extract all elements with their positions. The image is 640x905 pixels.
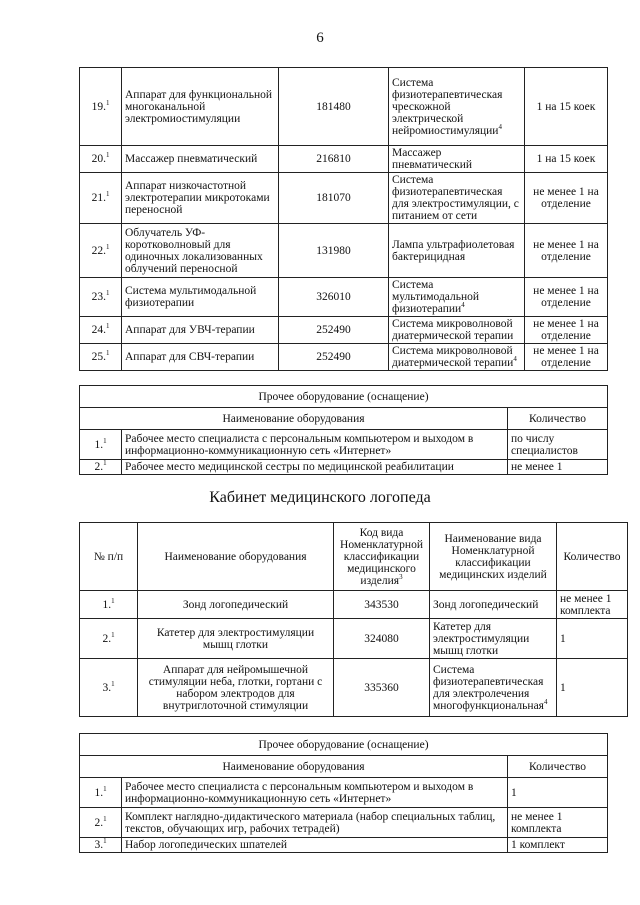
kind-cell — [389, 173, 525, 224]
column-header-qty: Количество — [508, 756, 608, 778]
qty-cell: не менее 1 комплекта — [557, 591, 628, 619]
table-row — [80, 808, 608, 838]
footnote-mark: 1 — [105, 151, 110, 160]
footnote-mark: 4 — [543, 697, 548, 706]
row-number-text: 1. — [102, 598, 112, 611]
name-cell: Облучатель УФ-коротковолновый для одиночных локализованных облучений переносной — [122, 224, 279, 278]
footnote-mark: 1 — [111, 679, 115, 688]
code-cell: 181070 — [279, 173, 389, 224]
row-number-text: 2. — [94, 461, 104, 473]
kind-text: Катетер для электростимуляции мышц глотки — [433, 620, 530, 657]
name-cell: Рабочее место специалиста с персональным компьютером и выходом в информационно-коммуникационную сеть «Интернет» — [122, 778, 508, 808]
code-cell: 343530 — [334, 591, 430, 619]
kind-text: Система физиотерапевтическая для электролечения многофункциональная — [433, 663, 544, 712]
column-header-kind: Наименование вида Номенклатурной классификации медицинских изделий — [430, 523, 557, 591]
name-cell: Аппарат для СВЧ-терапии — [122, 344, 279, 371]
column-header-code: Код вида Номенклатурной классификации медицинского изделия$^3$ — [334, 523, 430, 591]
row-number-text: 2. — [102, 632, 112, 645]
qty-cell: 1 комплект — [508, 838, 608, 853]
footnote-mark: 1 — [103, 459, 107, 468]
qty-cell: не менее 1 комплекта — [508, 808, 608, 838]
qty-cell: 1 — [557, 659, 628, 717]
name-cell: Аппарат для УВЧ-терапии — [122, 317, 279, 344]
qty-cell: не менее 1 на отделение — [525, 344, 608, 371]
table-row — [80, 460, 608, 475]
table-row — [80, 430, 608, 460]
table-row — [80, 659, 628, 717]
column-header-name: Наименование оборудования — [138, 523, 334, 591]
footnote-mark: 1 — [105, 242, 110, 251]
kind-cell — [389, 68, 525, 146]
qty-cell: 1 — [508, 778, 608, 808]
row-number-text: 2. — [94, 816, 104, 829]
row-number-text: 19. — [91, 100, 106, 113]
section-title: Кабинет медицинского логопеда — [209, 489, 431, 506]
equipment-table-continued — [79, 67, 608, 371]
row-number — [80, 278, 122, 317]
table-row — [80, 778, 608, 808]
table-row — [80, 68, 608, 146]
kind-text: Лампа ультрафиолетовая бактерицидная — [392, 238, 515, 263]
footnote-mark: 1 — [111, 596, 115, 605]
column-header-name: Наименование оборудования — [80, 408, 508, 430]
kind-cell — [389, 278, 525, 317]
name-cell: Рабочее место специалиста с персональным компьютером и выходом в информационно-коммуникационную сеть «Интернет» — [122, 430, 508, 460]
qty-cell: не менее 1 на отделение — [525, 317, 608, 344]
kind-text: Система физиотерапевтическая для электростимуляции, с питанием от сети — [392, 174, 519, 222]
column-header-qty: Количество — [557, 523, 628, 591]
kind-text: Система микроволновой диатермической терапии — [392, 318, 514, 342]
kind-cell — [389, 146, 525, 173]
row-number — [80, 224, 122, 278]
footnote-mark: 1 — [105, 98, 110, 107]
row-number-text: 25. — [91, 351, 106, 363]
row-number — [80, 838, 122, 853]
name-cell: Аппарат низкочастотной электротерапии микротоками переносной — [122, 173, 279, 224]
footnote-mark: 1 — [105, 322, 110, 331]
column-header-name: Наименование оборудования — [80, 756, 508, 778]
footnote-mark: 4 — [513, 355, 517, 364]
table-row — [80, 278, 608, 317]
row-number-text: 1. — [94, 438, 104, 451]
footnote-mark: 1 — [105, 289, 110, 298]
row-number — [80, 460, 122, 475]
code-cell: 335360 — [334, 659, 430, 717]
row-number — [80, 619, 138, 659]
kind-cell — [430, 659, 557, 717]
row-number-text: 3. — [94, 839, 104, 851]
row-number — [80, 659, 138, 717]
qty-cell: 1 на 15 коек — [525, 146, 608, 173]
name-cell: Комплект наглядно-дидактического материала (набор специальных таблиц, текстов, обучающих игр, рабочих тетрадей) — [122, 808, 508, 838]
qty-cell: не менее 1 на отделение — [525, 224, 608, 278]
other-equipment-table-1 — [79, 385, 608, 475]
name-cell: Аппарат для нейромышечной стимуляции неба, глотки, гортани с набором электродов для внутриглоточной стимуляции — [138, 659, 334, 717]
footnote-mark: 1 — [105, 190, 110, 199]
code-cell: 252490 — [279, 344, 389, 371]
other-equipment-table-2 — [79, 733, 608, 853]
row-number-text: 21. — [91, 192, 106, 204]
qty-cell: по числу специалистов — [508, 430, 608, 460]
footnote-mark: 1 — [103, 784, 107, 793]
table-row — [80, 224, 608, 278]
qty-cell: не менее 1 на отделение — [525, 173, 608, 224]
table-row — [80, 317, 608, 344]
kind-text: Массажер пневматический — [392, 147, 473, 171]
name-cell: Система мультимодальной физиотерапии — [122, 278, 279, 317]
row-number — [80, 68, 122, 146]
row-number — [80, 808, 122, 838]
table-caption: Прочее оборудование (оснащение) — [80, 386, 608, 408]
row-number-text: 23. — [91, 291, 106, 303]
page-number: 6 — [316, 30, 324, 46]
column-header-num: № п/п — [80, 523, 138, 591]
table-row — [80, 591, 628, 619]
footnote-mark: 4 — [461, 301, 465, 310]
kind-cell — [430, 591, 557, 619]
qty-cell: не менее 1 на отделение — [525, 278, 608, 317]
name-cell: Аппарат для функциональной многоканальной электромиостимуляции — [122, 68, 279, 146]
row-number — [80, 146, 122, 173]
code-cell: 326010 — [279, 278, 389, 317]
table-row — [80, 838, 608, 853]
column-header-qty: Количество — [508, 408, 608, 430]
code-cell: 252490 — [279, 317, 389, 344]
table-caption: Прочее оборудование (оснащение) — [80, 734, 608, 756]
speech-therapist-equipment-table — [79, 522, 628, 717]
row-number-text: 20. — [91, 153, 106, 165]
name-cell: Массажер пневматический — [122, 146, 279, 173]
name-cell: Рабочее место медицинской сестры по медицинской реабилитации — [122, 460, 508, 475]
kind-cell — [389, 317, 525, 344]
qty-cell: 1 на 15 коек — [525, 68, 608, 146]
row-number — [80, 778, 122, 808]
row-number-text: 22. — [91, 244, 106, 257]
footnote-mark: 1 — [103, 837, 107, 846]
footnote-mark: 1 — [105, 349, 110, 358]
row-number-text: 1. — [94, 786, 104, 799]
name-cell: Набор логопедических шпателей — [122, 838, 508, 853]
kind-cell — [389, 224, 525, 278]
kind-text: Зонд логопедический — [433, 598, 539, 611]
qty-cell: не менее 1 — [508, 460, 608, 475]
row-number — [80, 173, 122, 224]
row-number — [80, 317, 122, 344]
name-cell: Зонд логопедический — [138, 591, 334, 619]
name-cell: Катетер для электростимуляции мышц глотки — [138, 619, 334, 659]
footnote-mark: 1 — [111, 630, 115, 639]
footnote-mark: 4 — [498, 122, 502, 131]
code-cell: 181480 — [279, 68, 389, 146]
code-cell: 131980 — [279, 224, 389, 278]
kind-cell — [389, 344, 525, 371]
kind-text: Система физиотерапевтическая чрескожной электрической нейромиостимуляции — [392, 76, 503, 137]
kind-text: Система мультимодальной физиотерапии — [392, 279, 480, 315]
code-cell: 324080 — [334, 619, 430, 659]
footnote-mark: 1 — [103, 814, 107, 823]
kind-text: Система микроволновой диатермической терапии — [392, 345, 514, 369]
footnote-mark: 1 — [103, 436, 107, 445]
table-row — [80, 619, 628, 659]
table-row — [80, 344, 608, 371]
qty-cell: 1 — [557, 619, 628, 659]
kind-cell — [430, 619, 557, 659]
row-number — [80, 430, 122, 460]
row-number — [80, 344, 122, 371]
code-cell: 216810 — [279, 146, 389, 173]
row-number-text: 3. — [102, 681, 112, 694]
table-row — [80, 146, 608, 173]
table-row — [80, 173, 608, 224]
row-number-text: 24. — [91, 324, 106, 336]
row-number — [80, 591, 138, 619]
